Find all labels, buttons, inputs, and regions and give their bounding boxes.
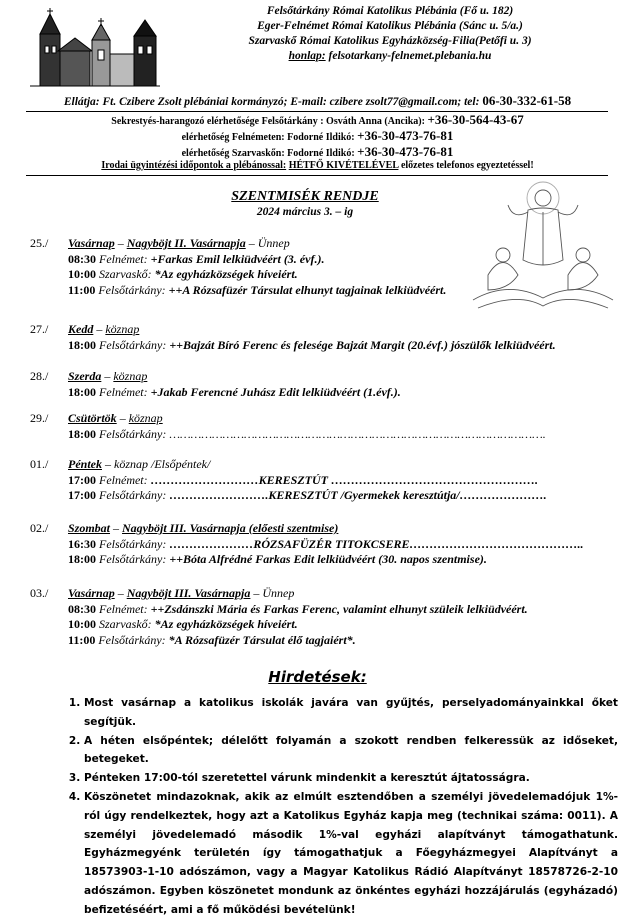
contact-line — [0, 93, 635, 109]
mass-line — [68, 488, 628, 504]
mass-place: Felsőtárkány: — [99, 488, 167, 502]
day-number: 03./ — [30, 586, 49, 600]
sacristan-1-phone: +36-30-564-43-67 — [427, 112, 524, 127]
mass-time: 10:00 — [68, 617, 96, 631]
mass-line — [68, 252, 628, 268]
mass-place: Felnémet: — [99, 251, 148, 266]
mass-time: 11:00 — [68, 282, 96, 297]
mass-time: 18:00 — [68, 426, 96, 441]
day-heading — [68, 521, 628, 537]
day-number: 01./ — [30, 457, 49, 471]
mass-intention: *A Rózsafüzér Társulat élő tagjaiért*. — [168, 632, 356, 647]
announcement-item: 2. A héten elsőpéntek; délelőtt folyamán a szokott rendben felkeressük az időseket, betegeket. — [84, 732, 618, 770]
day-number: 29./ — [30, 411, 49, 425]
day-dash: – — [116, 411, 129, 425]
mass-intention: …………………RÓZSAFÜZÉR TITOKCSERE…………………………………….. — [169, 536, 584, 551]
mass-time: 11:00 — [68, 632, 96, 647]
mass-time: 08:30 — [68, 251, 96, 266]
homepage-url[interactable]: felsotarkany-felnemet.plebania.hu — [328, 50, 492, 62]
church-illustration-icon — [30, 6, 160, 88]
day-tail: – Ünnep — [250, 586, 295, 600]
day-number: 02./ — [30, 521, 49, 535]
office-note-suffix: előzetes telefonos egyeztetéssel! — [400, 160, 534, 171]
mass-place: Felnémet: — [99, 384, 148, 399]
announcement-item: 4. Köszönetet mindazoknak, akik az elmúlt esztendőben a személyi jövedelemadójuk 1%-ról úgy rendelkeztek, hogy azt a Katolikus Egyház kapja meg (technikai száma: 0011). A személyi jövedelemadó második 1%-val egyházi alapítványt támogathatunk. Egyházmegyénk területén így támogathatjuk a Főegyházmegyei Alapítványt a 18573903-1-10 adószámon, vagy a Magyar Katolikus Rádió Alapítványt 18578726-2-10 adószámon. Egyben köszönetet mondunk az önkéntes egyházi hozzájárulás (egyházadó) befizetéséért, ami a fő működési bevételünk! — [84, 788, 618, 920]
mass-line — [68, 552, 628, 568]
day-name: Péntek — [68, 457, 102, 471]
mass-line — [68, 537, 628, 553]
sacristan-2-phone: +36-30-473-76-81 — [357, 128, 454, 143]
day-name: Vasárnap — [68, 586, 115, 600]
day-dash: – — [102, 457, 114, 471]
mass-place: Felsőtárkány: — [99, 536, 167, 551]
mass-time: 18:00 — [68, 552, 96, 566]
mass-place: Felsőtárkány: — [98, 282, 166, 297]
mass-intention: ++Zsdánszki Mária és Farkas Ferenc, valamint elhunyt szüleik lelkiüdvéért. — [150, 601, 528, 616]
sacristan-2-label: elérhetőség Felnémeten: Fodorné Ildikó: — [181, 132, 355, 143]
mass-intention: *Az egyházközségek híveiért. — [154, 267, 298, 281]
mass-place: Felnémet: — [99, 601, 148, 616]
mass-place: Szarvaskő: — [99, 617, 152, 631]
homepage-line — [150, 49, 630, 64]
announcements-list — [62, 694, 618, 920]
day-name: Csütörtök — [68, 411, 117, 425]
day-heading — [68, 411, 628, 427]
mass-intention: +Farkas Emil lelkiüdvéért (3. évf.). — [150, 251, 325, 266]
office-note-emph: HÉTFŐ KIVÉTELÉVEL — [288, 160, 399, 171]
mass-intention: ………………………KERESZTÚT ……………………………………………. — [150, 472, 538, 487]
day-heading — [68, 236, 628, 252]
day-heading — [68, 322, 628, 338]
mass-intention: ++A Rózsafüzér Társulat elhunyt tagjainak lelkiüdvéért. — [168, 282, 447, 297]
announcement-item: 1. Most vasárnap a katolikus iskolák javára van gyűjtés, perselyadományainkkal őket segítjük. — [84, 694, 618, 732]
day-number: 25./ — [30, 236, 49, 250]
mass-time: 16:30 — [68, 536, 96, 551]
day-feast: köznap — [105, 322, 140, 336]
mass-time: 10:00 — [68, 267, 96, 281]
mass-place: Felnémet: — [99, 472, 148, 487]
announcement-item: 3. Pénteken 17:00-tól szeretettel várunk mindenkit a keresztút ájtatosságra. — [84, 769, 618, 788]
day-name: Kedd — [68, 322, 94, 336]
mass-time: 18:00 — [68, 337, 96, 352]
mass-line — [68, 602, 628, 618]
mass-place: Felsőtárkány: — [99, 552, 167, 566]
day-dash: – — [110, 521, 123, 535]
day-heading — [68, 586, 628, 602]
office-hours-note — [0, 158, 635, 174]
header-line-1: Felsőtárkány Római Katolikus Plébánia (Fő u. 182) — [266, 5, 514, 17]
header-line-3: Szarvaskő Római Katolikus Egyházközség-Filia(Petőfi u. 3) — [248, 35, 532, 47]
mass-line — [68, 338, 628, 354]
sacristan-1-label: Sekrestyés-harangozó elérhetősége Felsőtárkány : Osváth Anna (Ancika): — [111, 116, 425, 127]
parish-header — [150, 4, 630, 64]
page-title: SZENTMISÉK RENDJE — [231, 189, 379, 204]
day-number: 27./ — [30, 322, 49, 336]
mass-intention: …………………….KERESZTÚT /Gyermekek keresztútja/…………………. — [169, 488, 547, 502]
homepage-label: honlap: — [288, 50, 326, 62]
mass-line — [68, 283, 628, 299]
mass-line — [68, 633, 628, 649]
mass-line — [68, 617, 628, 633]
contact-divider — [26, 175, 608, 176]
contact-text: Ellátja: Ft. Czibere Zsolt plébániai kormányzó; E-mail: czibere zsolt77@gmail.com; tel: — [63, 96, 480, 108]
day-dash: – — [101, 369, 114, 383]
day-dash: – — [114, 236, 127, 250]
mass-intention: *Az egyházközségek híveiért. — [154, 617, 298, 631]
mass-line — [68, 427, 628, 443]
mass-time: 17:00 — [68, 472, 96, 487]
mass-line — [68, 267, 628, 283]
day-tail: – Ünnep — [245, 236, 290, 250]
day-tail: köznap /Elsőpéntek/ — [114, 457, 211, 471]
day-name: Vasárnap — [68, 236, 115, 250]
page-subtitle: 2024 március 3. – ig — [256, 206, 354, 218]
mass-time: 18:00 — [68, 384, 96, 399]
day-dash: – — [93, 322, 106, 336]
announcements-title: Hirdetések: — [268, 668, 367, 686]
day-feast: Nagyböjt III. Vasárnapja (előesti szentmise) — [122, 521, 339, 535]
mass-line — [68, 385, 628, 401]
mass-time: 08:30 — [68, 601, 96, 616]
day-name: Szerda — [68, 369, 102, 383]
day-feast: köznap — [113, 369, 148, 383]
contact-phone: 06-30-332-61-58 — [482, 93, 572, 108]
day-heading — [68, 457, 628, 473]
mass-time: 17:00 — [68, 488, 96, 502]
day-feast: köznap — [128, 411, 163, 425]
header-line-2: Eger-Felnémet Római Katolikus Plébánia (Sánc u. 5/a.) — [257, 20, 523, 32]
mass-place: Felsőtárkány: — [99, 426, 167, 441]
mass-intention: ……………………………………………………………………………………………. — [169, 426, 546, 441]
day-number: 28./ — [30, 369, 49, 383]
day-name: Szombat — [68, 521, 111, 535]
sacristan-3-phone: +36-30-473-76-81 — [357, 144, 454, 159]
mass-place: Szarvaskő: — [99, 267, 152, 281]
mass-place: Felsőtárkány: — [99, 337, 167, 352]
mass-line — [68, 473, 628, 489]
mass-intention: +Jakab Ferencné Juhász Edit lelkiüdvéért (1.évf.). — [150, 384, 401, 399]
day-heading — [68, 369, 628, 385]
mass-place: Felsőtárkány: — [98, 632, 166, 647]
mass-intention: ++Bóta Alfrédné Farkas Edit lelkiüdvéért (30. napos szentmise). — [169, 552, 487, 566]
mass-intention: ++Bajzát Bíró Ferenc és felesége Bajzát Margit (20.évf.) jószülők lelkiüdvéért. — [169, 337, 556, 352]
office-note-prefix: Irodai ügyintézési időpontok a plébánossal: — [101, 160, 287, 171]
sacristan-3-label: elérhetőség Szarvaskőn: Fodorné Ildikó: — [181, 148, 355, 159]
day-feast: Nagyböjt II. Vasárnapja — [126, 236, 246, 250]
day-feast: Nagyböjt III. Vasárnapja — [126, 586, 251, 600]
day-dash: – — [114, 586, 127, 600]
